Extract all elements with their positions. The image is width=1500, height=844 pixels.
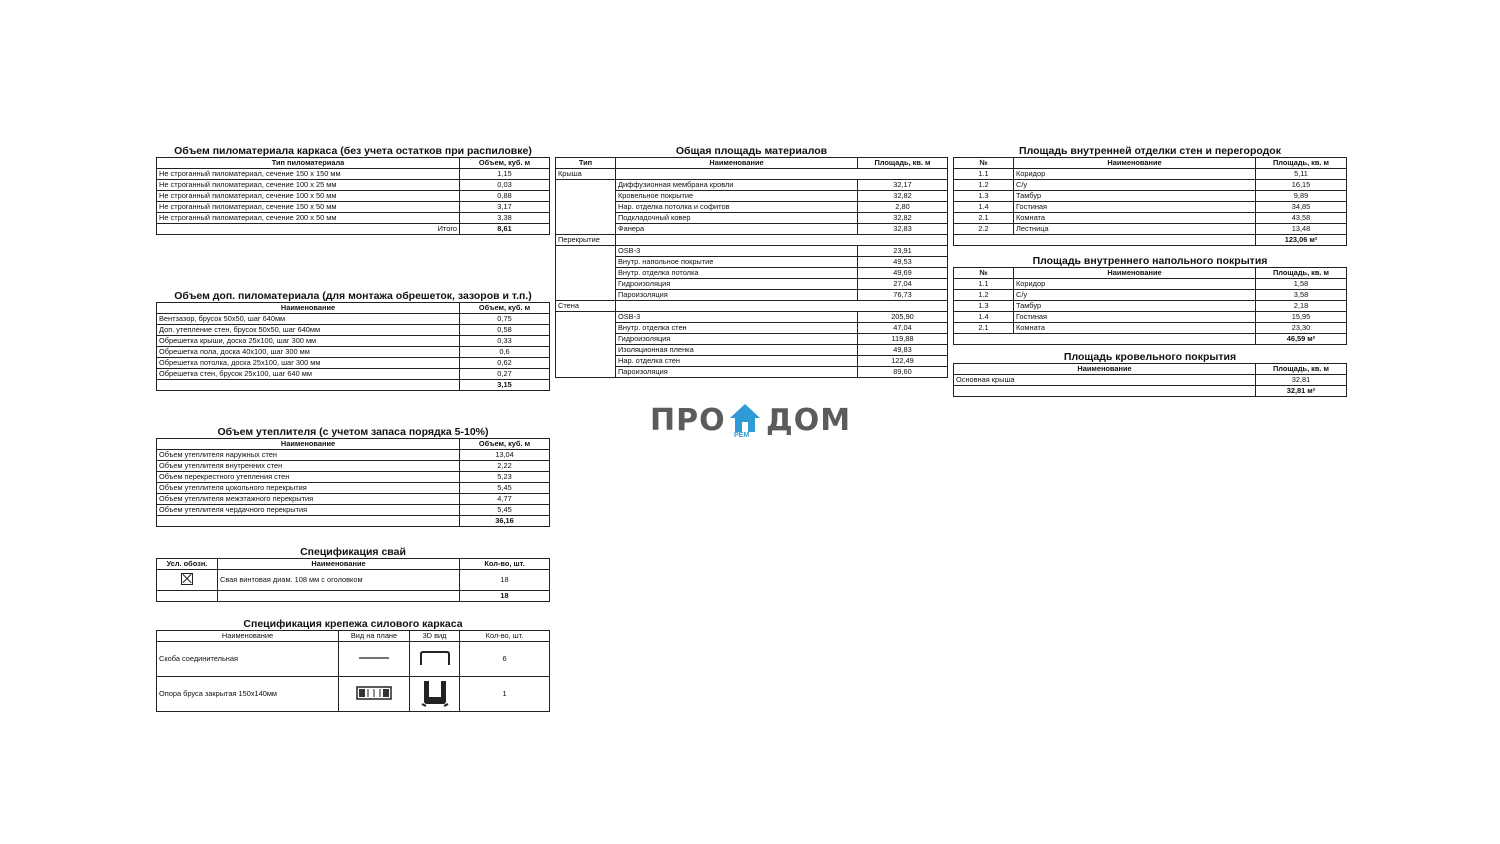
- row-value: 0,27: [460, 369, 550, 380]
- table-row: [556, 323, 948, 334]
- extra-lumber-title: Объем доп. пиломатериала (для монтажа обрешеток, зазоров и т.п.): [174, 290, 532, 302]
- col-header: Площадь, кв. м: [1256, 268, 1347, 279]
- table-row: [954, 180, 1347, 191]
- row-number: 1.2: [954, 180, 1014, 191]
- total-value: 18: [460, 591, 550, 602]
- material-name: Гидроизоляция: [616, 279, 858, 290]
- material-area: 76,73: [858, 290, 948, 301]
- floor-table: [953, 267, 1347, 345]
- row-value: 0,75: [460, 314, 550, 325]
- walls-section: [953, 145, 1347, 246]
- material-area: 205,90: [858, 312, 948, 323]
- type-spacer: [556, 312, 616, 323]
- total-value: 8,61: [460, 224, 550, 235]
- material-name: Подкладочный ковер: [616, 213, 858, 224]
- table-row: [157, 472, 550, 483]
- material-area: 47,04: [858, 323, 948, 334]
- material-name: Пароизоляция: [616, 290, 858, 301]
- row-value: 1,58: [1256, 279, 1347, 290]
- table-row: [157, 369, 550, 380]
- total-value: 123,06 м²: [1256, 235, 1347, 246]
- table-row: [157, 450, 550, 461]
- material-name: Внутр. напольное покрытие: [616, 257, 858, 268]
- row-value: 2,18: [1256, 301, 1347, 312]
- row-name: Доп. утепление стен, брусок 50х50, шаг 640мм: [157, 325, 460, 336]
- col-header: Наименование: [1014, 158, 1256, 169]
- table-row: [157, 191, 550, 202]
- col-header: Наименование: [616, 158, 858, 169]
- col-header: Наименование: [157, 631, 339, 642]
- fasteners-table: [156, 630, 550, 712]
- row-number: 1.3: [954, 191, 1014, 202]
- insulation-section: [156, 426, 550, 527]
- row-name: Комната: [1014, 213, 1256, 224]
- col-header: Объем, куб. м: [460, 439, 550, 450]
- row-name: Лестница: [1014, 224, 1256, 235]
- total-label: [157, 380, 460, 391]
- table-row: [954, 224, 1347, 235]
- row-value: 3,38: [460, 213, 550, 224]
- table-row: [556, 235, 948, 246]
- row-value: 43,58: [1256, 213, 1347, 224]
- col-header: №: [954, 268, 1014, 279]
- material-area: 23,91: [858, 246, 948, 257]
- material-name: Кровельное покрытие: [616, 191, 858, 202]
- pile-qty: 18: [460, 570, 550, 591]
- piles-table: [156, 558, 550, 602]
- type-spacer: [556, 323, 616, 334]
- row-name: Обрешетка потолка, доска 25х100, шаг 300 мм: [157, 358, 460, 369]
- table-row: [157, 213, 550, 224]
- type-spacer: [556, 202, 616, 213]
- total-label: [954, 334, 1256, 345]
- table-row: [954, 169, 1347, 180]
- roof-title: Площадь кровельного покрытия: [1063, 351, 1237, 363]
- pile-cross-icon: [181, 573, 193, 585]
- row-number: 1.4: [954, 312, 1014, 323]
- table-row: [954, 301, 1347, 312]
- row-value: 0,88: [460, 191, 550, 202]
- empty-cell: [858, 169, 948, 180]
- material-name: Фанера: [616, 224, 858, 235]
- table-row: [556, 268, 948, 279]
- row-value: 5,45: [460, 505, 550, 516]
- row-name: Тамбур: [1014, 301, 1256, 312]
- table-row: [556, 213, 948, 224]
- row-value: 16,15: [1256, 180, 1347, 191]
- material-area: 89,60: [858, 367, 948, 378]
- material-area: 122,49: [858, 356, 948, 367]
- lumber-section: [156, 145, 550, 235]
- beam-support-plan-icon: [355, 685, 393, 701]
- col-header: Наименование: [157, 303, 460, 314]
- table-row: [954, 323, 1347, 334]
- row-name: Не строганный пиломатериал, сечение 150 х 150 мм: [157, 169, 460, 180]
- fastener-name: Скоба соединительная: [157, 642, 339, 677]
- table-row: [556, 290, 948, 301]
- staple-3d-icon: [418, 649, 452, 667]
- row-value: 0,6: [460, 347, 550, 358]
- table-row: [157, 180, 550, 191]
- roof-table: [953, 363, 1347, 397]
- row-name: Объем утеплителя цокольного перекрытия: [157, 483, 460, 494]
- table-row: [556, 224, 948, 235]
- material-name: Внутр. отделка стен: [616, 323, 858, 334]
- table-row: [157, 494, 550, 505]
- materials-title: Общая площадь материалов: [675, 145, 828, 157]
- type-spacer: [556, 367, 616, 378]
- materials-section: [555, 145, 948, 378]
- material-area: 32,83: [858, 224, 948, 235]
- total-value: 46,59 м²: [1256, 334, 1347, 345]
- col-header: Наименование: [157, 439, 460, 450]
- walls-title: Площадь внутренней отделки стен и перегородок: [1019, 145, 1281, 157]
- row-name: Не строганный пиломатериал, сечение 150 х 50 мм: [157, 202, 460, 213]
- row-value: 13,48: [1256, 224, 1347, 235]
- material-area: 49,69: [858, 268, 948, 279]
- row-number: 2.2: [954, 224, 1014, 235]
- col-header: Объем, куб. м: [460, 158, 550, 169]
- table-row: [157, 483, 550, 494]
- extra-lumber-table: [156, 302, 550, 391]
- table-row: [157, 314, 550, 325]
- pile-name: Свая винтовая диам. 108 мм с оголовком: [218, 570, 460, 591]
- floor-section: [953, 255, 1347, 345]
- material-area: 2,80: [858, 202, 948, 213]
- material-type: Перекрытие: [556, 235, 616, 246]
- type-spacer: [556, 268, 616, 279]
- logo-left-text: ПРО: [650, 403, 726, 438]
- row-number: 2.1: [954, 213, 1014, 224]
- row-name: Не строганный пиломатериал, сечение 200 х 50 мм: [157, 213, 460, 224]
- fasteners-title: Спецификация крепежа силового каркаса: [243, 618, 463, 630]
- table-row: [556, 191, 948, 202]
- type-spacer: [556, 180, 616, 191]
- row-name: С/у: [1014, 180, 1256, 191]
- row-name: Тамбур: [1014, 191, 1256, 202]
- material-name: Гидроизоляция: [616, 334, 858, 345]
- row-value: 3,58: [1256, 290, 1347, 301]
- col-header: Кол-во, шт.: [460, 559, 550, 570]
- type-spacer: [556, 290, 616, 301]
- table-row: [954, 191, 1347, 202]
- row-value: 5,23: [460, 472, 550, 483]
- row-name: Обрешетка пола, доска 40х100, шаг 300 мм: [157, 347, 460, 358]
- row-value: 0,03: [460, 180, 550, 191]
- material-name: OSB-3: [616, 246, 858, 257]
- type-spacer: [556, 356, 616, 367]
- row-value: 1,15: [460, 169, 550, 180]
- table-row: [556, 246, 948, 257]
- row-value: 23,30: [1256, 323, 1347, 334]
- plan-view-cell: [339, 677, 410, 712]
- fastener-name: Опора бруса закрытая 150х140мм: [157, 677, 339, 712]
- table-row: [954, 312, 1347, 323]
- table-row: [157, 325, 550, 336]
- table-row: [157, 505, 550, 516]
- row-value: 4,77: [460, 494, 550, 505]
- material-area: 27,04: [858, 279, 948, 290]
- row-name: Не строганный пиломатериал, сечение 100 х 25 мм: [157, 180, 460, 191]
- materials-table: [555, 157, 948, 378]
- roof-value: 32,81: [1256, 375, 1347, 386]
- empty-cell: [616, 301, 858, 312]
- table-row: [157, 336, 550, 347]
- view3d-cell: [410, 677, 460, 712]
- material-area: 32,82: [858, 191, 948, 202]
- col-header: Площадь, кв. м: [1256, 364, 1347, 375]
- table-row: [556, 312, 948, 323]
- material-name: OSB-3: [616, 312, 858, 323]
- row-name: Гостиная: [1014, 202, 1256, 213]
- row-value: 2,22: [460, 461, 550, 472]
- staple-plan-icon: [357, 655, 391, 661]
- table-row: [556, 202, 948, 213]
- material-type: Крыша: [556, 169, 616, 180]
- row-number: 1.3: [954, 301, 1014, 312]
- row-number: 1.4: [954, 202, 1014, 213]
- type-spacer: [556, 334, 616, 345]
- walls-table: [953, 157, 1347, 246]
- row-number: 1.1: [954, 279, 1014, 290]
- row-number: 1.1: [954, 169, 1014, 180]
- material-name: Пароизоляция: [616, 367, 858, 378]
- fastener-qty: 1: [460, 677, 550, 712]
- logo-right-text: ДОМ: [766, 403, 852, 438]
- row-value: 13,04: [460, 450, 550, 461]
- table-row: [556, 257, 948, 268]
- col-header: 3D вид: [410, 631, 460, 642]
- table-row: [556, 180, 948, 191]
- material-name: Нар. отделка стен: [616, 356, 858, 367]
- col-header: Тип: [556, 158, 616, 169]
- col-header: Кол-во, шт.: [460, 631, 550, 642]
- row-value: 0,62: [460, 358, 550, 369]
- table-row: [556, 356, 948, 367]
- total-value: 36,16: [460, 516, 550, 527]
- table-row: [157, 358, 550, 369]
- table-row: [556, 169, 948, 180]
- roof-name: Основная крыша: [954, 375, 1256, 386]
- row-name: Комната: [1014, 323, 1256, 334]
- material-area: 49,83: [858, 345, 948, 356]
- pile-symbol-cell: [157, 570, 218, 591]
- total-label: Итого: [157, 224, 460, 235]
- type-spacer: [556, 213, 616, 224]
- material-name: Изоляционная пленка: [616, 345, 858, 356]
- col-header: №: [954, 158, 1014, 169]
- material-area: 32,82: [858, 213, 948, 224]
- row-name: С/у: [1014, 290, 1256, 301]
- table-row: [157, 461, 550, 472]
- row-value: 34,85: [1256, 202, 1347, 213]
- row-value: 5,45: [460, 483, 550, 494]
- row-name: Не строганный пиломатериал, сечение 100 х 50 мм: [157, 191, 460, 202]
- house-icon: [728, 402, 762, 434]
- empty-cell: [157, 591, 218, 602]
- col-header: Наименование: [1014, 268, 1256, 279]
- roof-section: [953, 351, 1347, 397]
- col-header: Вид на плане: [339, 631, 410, 642]
- row-name: Коридор: [1014, 279, 1256, 290]
- row-value: 5,11: [1256, 169, 1347, 180]
- table-row: [556, 334, 948, 345]
- col-header: Тип пиломатериала: [157, 158, 460, 169]
- table-row: [954, 290, 1347, 301]
- type-spacer: [556, 279, 616, 290]
- col-header: Наименование: [218, 559, 460, 570]
- empty-cell: [616, 169, 858, 180]
- row-value: 0,33: [460, 336, 550, 347]
- col-header: Площадь, кв. м: [858, 158, 948, 169]
- empty-cell: [616, 235, 858, 246]
- row-name: Вентзазор, брусок 50х50, шаг 640мм: [157, 314, 460, 325]
- type-spacer: [556, 345, 616, 356]
- row-name: Обрешетка крыши, доска 25х100, шаг 300 мм: [157, 336, 460, 347]
- type-spacer: [556, 246, 616, 257]
- col-header: Усл. обозн.: [157, 559, 218, 570]
- table-row: [954, 202, 1347, 213]
- material-name: Внутр. отделка потолка: [616, 268, 858, 279]
- row-name: Обрешетка стен, брусок 25х100, шаг 640 мм: [157, 369, 460, 380]
- material-name: Диффузионная мембрана кровли: [616, 180, 858, 191]
- row-name: Объем перекрестного утепления стен: [157, 472, 460, 483]
- view3d-cell: [410, 642, 460, 677]
- type-spacer: [556, 224, 616, 235]
- pro-dom-logo: [650, 401, 850, 443]
- total-label: [954, 235, 1256, 246]
- table-row: [157, 169, 550, 180]
- type-spacer: [556, 257, 616, 268]
- material-name: Нар. отделка потолка и софитов: [616, 202, 858, 213]
- beam-support-3d-icon: [420, 679, 450, 707]
- row-name: Коридор: [1014, 169, 1256, 180]
- table-row: [954, 213, 1347, 224]
- piles-title: Спецификация свай: [300, 546, 406, 558]
- row-name: Объем утеплителя чердачного перекрытия: [157, 505, 460, 516]
- row-value: 0,58: [460, 325, 550, 336]
- fasteners-section: [156, 618, 550, 712]
- table-row: [556, 279, 948, 290]
- row-name: Объем утеплителя внутренних стен: [157, 461, 460, 472]
- extra-lumber-section: [156, 290, 550, 391]
- empty-cell: [218, 591, 460, 602]
- material-area: 49,53: [858, 257, 948, 268]
- total-label: [157, 516, 460, 527]
- col-header: Объем, куб. м: [460, 303, 550, 314]
- row-value: 9,89: [1256, 191, 1347, 202]
- row-name: Гостиная: [1014, 312, 1256, 323]
- table-row: [556, 367, 948, 378]
- row-number: 1.2: [954, 290, 1014, 301]
- lumber-table: [156, 157, 550, 235]
- empty-cell: [858, 235, 948, 246]
- material-type: Стена: [556, 301, 616, 312]
- row-name: Объем утеплителя межэтажного перекрытия: [157, 494, 460, 505]
- table-row: [157, 347, 550, 358]
- lumber-title: Объем пиломатериала каркаса (без учета остатков при распиловке): [174, 145, 532, 157]
- total-value: 3,15: [460, 380, 550, 391]
- floor-title: Площадь внутреннего напольного покрытия: [1032, 255, 1268, 267]
- table-row: [556, 345, 948, 356]
- piles-section: [156, 546, 550, 602]
- plan-view-cell: [339, 642, 410, 677]
- logo-sub-text: РЕМ: [734, 432, 750, 439]
- insulation-title: Объем утеплителя (с учетом запаса порядка 5-10%): [217, 426, 489, 438]
- row-value: 15,95: [1256, 312, 1347, 323]
- table-row: [556, 301, 948, 312]
- total-value: 32,81 м²: [1256, 386, 1347, 397]
- material-area: 119,88: [858, 334, 948, 345]
- row-name: Объем утеплителя наружных стен: [157, 450, 460, 461]
- fastener-qty: 6: [460, 642, 550, 677]
- table-row: [954, 279, 1347, 290]
- row-number: 2.1: [954, 323, 1014, 334]
- table-row: [157, 202, 550, 213]
- row-value: 3,17: [460, 202, 550, 213]
- insulation-table: [156, 438, 550, 527]
- material-area: 32,17: [858, 180, 948, 191]
- type-spacer: [556, 191, 616, 202]
- total-label: [954, 386, 1256, 397]
- col-header: Наименование: [954, 364, 1256, 375]
- col-header: Площадь, кв. м: [1256, 158, 1347, 169]
- empty-cell: [858, 301, 948, 312]
